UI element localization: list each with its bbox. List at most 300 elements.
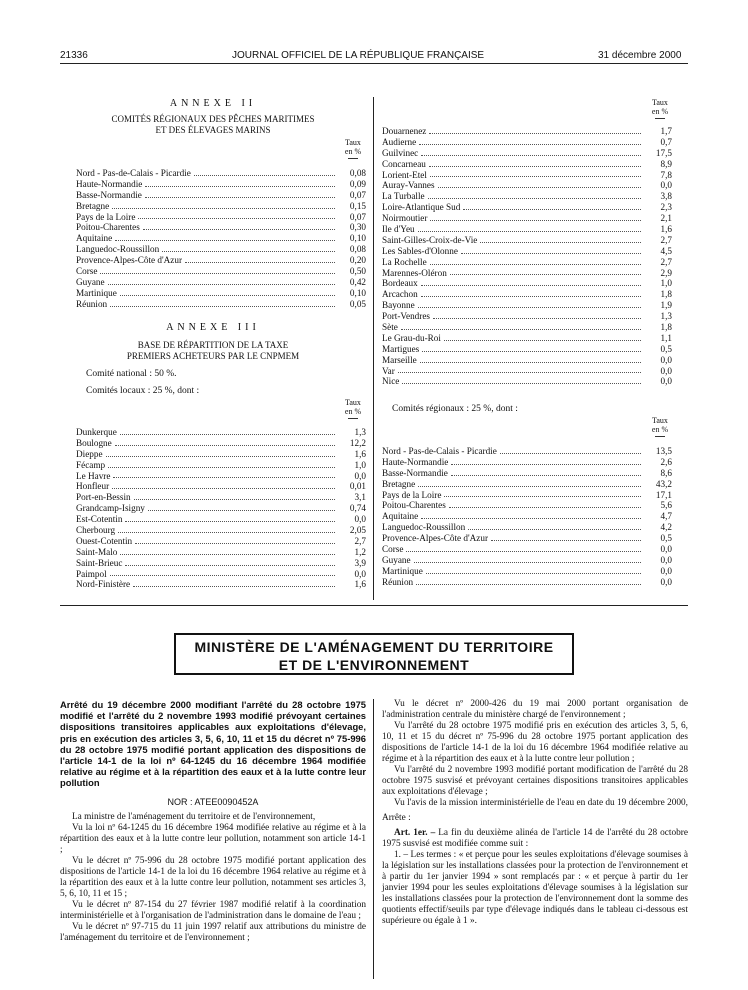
row-value: 0,10 (349, 233, 366, 244)
row-value: 0,09 (349, 178, 366, 189)
dot-leader (449, 507, 641, 508)
table-row (382, 137, 672, 148)
dot-leader (148, 510, 335, 511)
header-rule (60, 63, 688, 64)
row-label: Provence-Alpes-Côte d'Azur (76, 255, 183, 266)
table-row (382, 170, 672, 181)
row-label: Sète (382, 322, 398, 333)
page-date: 31 décembre 2000 (598, 50, 682, 61)
dot-leader (135, 543, 335, 544)
dot-leader (110, 575, 335, 576)
row-label: Haute-Normandie (382, 456, 449, 467)
table-row (76, 569, 366, 580)
row-label: Guilvinec (382, 147, 419, 158)
dot-leader (125, 565, 335, 566)
row-value: 2,7 (354, 535, 366, 546)
row-value: 7,8 (660, 169, 672, 180)
row-label: Le Grau-du-Roi (382, 332, 441, 343)
dot-leader (143, 229, 335, 230)
dot-leader (418, 307, 641, 308)
dot-leader (421, 296, 641, 297)
dot-leader (406, 551, 641, 552)
dot-leader (429, 166, 641, 167)
taux-label-line2: en % (651, 425, 669, 434)
row-value: 4,7 (660, 511, 672, 522)
taux-label-line2: en % (344, 147, 362, 156)
row-label: Cherbourg (76, 525, 116, 535)
table-row (76, 460, 366, 471)
regionaux-table (382, 446, 672, 588)
dot-leader (421, 518, 641, 519)
arrete-right-column (382, 699, 688, 927)
table-row (76, 266, 366, 277)
row-label: Honfleur (76, 481, 110, 492)
row-value: 13,5 (655, 445, 672, 456)
locaux-table-left (76, 427, 366, 590)
table-row (382, 376, 672, 387)
dot-leader (421, 285, 641, 286)
row-value: 0,50 (349, 266, 366, 276)
dot-leader (100, 273, 335, 274)
annex2-table (76, 168, 366, 310)
annex3-taux-header-right (645, 98, 675, 119)
row-label: Loire-Atlantique Sud (382, 202, 461, 213)
table-row (382, 344, 672, 355)
row-value: 1,2 (354, 546, 366, 557)
dot-leader (461, 253, 641, 254)
taux-label-line1: Taux (345, 398, 361, 407)
article-1-item-1: 1. – Les termes : « et perçue pour les seules exploitations d'élevage soumises à la législation sur les installations classées pour la protection de l'environnement et à partir du 1er janvier 1994 » sont remplacés par : « et perçue à partir du 1er janvier 1994 pour les seules exploitations d'élevage soumises à la législation sur les installations classées pour la protection de l'environnement dont la somme des quotients effectif/seuils par type d'élevage indiqués dans le tableau ci-dessous est supérieure ou égale à 1 ». (382, 850, 688, 926)
dot-leader (419, 144, 641, 145)
row-value: 0,0 (354, 568, 366, 579)
row-label: Ile d'Yeu (382, 224, 415, 234)
table-row (76, 471, 366, 482)
table-row (382, 300, 672, 311)
row-value: 1,3 (354, 426, 366, 437)
journal-title: JOURNAL OFFICIEL DE LA RÉPUBLIQUE FRANÇAISE (232, 50, 485, 61)
table-row (76, 212, 366, 223)
table-row (382, 355, 672, 366)
table-row (382, 479, 672, 490)
row-value: 3,8 (660, 191, 672, 202)
row-label: Pays de la Loire (76, 211, 136, 222)
row-value: 0,05 (349, 298, 366, 309)
dot-leader (480, 242, 641, 243)
table-row (76, 547, 366, 558)
row-value: 0,0 (660, 365, 672, 376)
row-value: 5,6 (660, 500, 672, 511)
dot-leader (162, 251, 335, 252)
taux-dash (348, 158, 358, 159)
row-value: 1,6 (354, 579, 366, 590)
row-value: 0,07 (349, 211, 366, 222)
dot-leader (118, 532, 335, 533)
row-label: Douarnenez (382, 125, 427, 136)
table-row (382, 311, 672, 322)
dot-leader (145, 186, 335, 187)
table-row (76, 438, 366, 449)
row-label: Ouest-Cotentin (76, 535, 133, 546)
row-value: 0,0 (660, 180, 672, 191)
dot-leader (468, 529, 641, 530)
row-value: 1,8 (660, 289, 672, 300)
annex3-title: ANNEXE III (166, 322, 260, 333)
row-value: 0,20 (349, 255, 366, 266)
dot-leader (428, 198, 641, 199)
dot-leader (422, 351, 641, 352)
row-label: Bretagne (382, 478, 416, 489)
row-value: 0,30 (349, 222, 366, 233)
dot-leader (401, 329, 641, 330)
visa-paragraph: Vu l'arrêté du 2 novembre 1993 modifié portant modification de l'arrêté du 28 octobre 1975 susvisé et prévoyant certaines dispositions transitoires applicables aux exploitations d'élevage ; (382, 765, 688, 797)
dot-leader (418, 486, 641, 487)
row-label: Fécamp (76, 459, 106, 470)
comites-regionaux: Comités régionaux : 25 %, dont : (392, 404, 518, 414)
row-label: Marseille (382, 354, 417, 365)
table-row (382, 148, 672, 159)
row-value: 4,5 (660, 245, 672, 256)
page-number: 21336 (60, 50, 88, 61)
dot-leader (120, 554, 335, 555)
row-label: Noirmoutier (382, 213, 428, 224)
dot-leader (134, 499, 335, 500)
row-label: Corse (382, 544, 404, 554)
comite-national: Comité national : 50 %. (86, 369, 177, 379)
row-label: Est-Cotentin (76, 514, 123, 525)
dot-leader (426, 573, 641, 574)
visa-paragraph: Vu le décret nº 2000-426 du 19 mai 2000 portant organisation de l'administration centrale du ministère chargé de l'environnement ; (382, 699, 688, 720)
row-label: La Rochelle (382, 256, 427, 267)
row-label: Basse-Normandie (382, 467, 448, 478)
row-value: 0,42 (349, 276, 366, 287)
dot-leader (106, 456, 335, 457)
table-row (382, 278, 672, 289)
dot-leader (138, 218, 335, 219)
table-row (382, 257, 672, 268)
ministry-banner-line1: MINISTÈRE DE L'AMÉNAGEMENT DU TERRITOIRE (194, 639, 554, 655)
row-value: 0,0 (660, 576, 672, 587)
dot-leader (430, 220, 641, 221)
row-label: Dunkerque (76, 426, 117, 437)
dot-leader (120, 295, 335, 296)
row-value: 12,2 (349, 437, 366, 448)
dot-leader (430, 264, 641, 265)
row-label: Les Sables-d'Olonne (382, 245, 458, 256)
regionaux-taux-header (645, 416, 675, 437)
dot-leader (402, 383, 641, 384)
row-label: Grandcamp-Isigny (76, 503, 145, 514)
row-value: 0,7 (660, 136, 672, 147)
dot-leader (463, 209, 641, 210)
dot-leader (491, 540, 641, 541)
row-value: 1,9 (660, 300, 672, 311)
table-row (76, 179, 366, 190)
row-value: 1,8 (660, 322, 672, 333)
dot-leader (115, 240, 335, 241)
dot-leader (112, 208, 335, 209)
locaux-table-right (382, 126, 672, 387)
article-1-label: Art. 1er. – (394, 828, 436, 838)
row-value: 1,0 (660, 278, 672, 289)
row-label: Guyane (382, 554, 411, 565)
taux-dash (655, 118, 665, 119)
arrete-label: Arrête : (382, 813, 411, 823)
table-row (76, 277, 366, 288)
row-label: Poitou-Charentes (382, 500, 446, 511)
table-row (382, 468, 672, 479)
table-row (382, 522, 672, 533)
annex3-subtitle-line1: BASE DE RÉPARTITION DE LA TAXE (137, 340, 289, 350)
row-label: Paimpol (76, 568, 107, 579)
row-label: Aquitaine (382, 511, 419, 522)
row-value: 1,0 (354, 459, 366, 470)
table-row (382, 446, 672, 457)
table-row (76, 427, 366, 438)
dot-leader (421, 155, 641, 156)
table-row (76, 481, 366, 492)
table-row (382, 213, 672, 224)
row-value: 1,6 (660, 224, 672, 234)
visa-paragraph: Vu l'avis de la mission interministérielle de l'eau en date du 19 décembre 2000, (394, 798, 689, 808)
row-label: Martigues (382, 343, 420, 354)
row-label: Corse (76, 266, 98, 276)
table-row (76, 201, 366, 212)
row-value: 0,07 (349, 189, 366, 200)
table-row (382, 159, 672, 170)
table-row (76, 299, 366, 310)
row-label: Languedoc-Roussillon (382, 522, 466, 533)
dot-leader (110, 306, 335, 307)
row-value: 1,1 (660, 332, 672, 343)
row-value: 2,9 (660, 267, 672, 278)
annex3-subtitle-line2: PREMIERS ACHETEURS PAR LE CNPMEM (126, 351, 300, 361)
visa-paragraph: Vu le décret nº 87-154 du 27 février 1987 modifié relatif à la coordination interministérielle et à l'organisation de l'administration dans le domaine de l'eau ; (60, 900, 366, 921)
row-value: 17,5 (655, 147, 672, 158)
section-rule (60, 605, 688, 606)
table-row (382, 555, 672, 566)
row-label: Provence-Alpes-Côte d'Azur (382, 533, 489, 544)
row-label: Marennes-Oléron (382, 267, 447, 278)
dot-leader (420, 362, 641, 363)
row-label: Languedoc-Roussillon (76, 244, 160, 255)
row-value: 2,7 (660, 256, 672, 267)
row-label: Boulogne (76, 437, 112, 448)
dot-leader (433, 318, 641, 319)
row-value: 8,9 (660, 158, 672, 169)
dot-leader (194, 175, 335, 176)
row-label: Guyane (76, 276, 105, 287)
dot-leader (112, 488, 335, 489)
row-value: 1,6 (354, 448, 366, 459)
row-label: Nice (382, 376, 400, 387)
row-value: 43,2 (655, 478, 672, 489)
row-label: Réunion (382, 576, 414, 587)
nor-reference: NOR : ATEE0090452A (167, 797, 259, 807)
row-label: Lorient-Etel (382, 169, 427, 180)
table-row (382, 191, 672, 202)
row-label: Bordeaux (382, 278, 418, 289)
row-label: Port-en-Bessin (76, 492, 131, 503)
row-label: Saint-Gilles-Croix-de-Vie (382, 234, 478, 245)
taux-dash (348, 418, 358, 419)
row-value: 8,6 (660, 467, 672, 478)
row-value: 0,10 (349, 287, 366, 298)
row-label: Audierne (382, 136, 417, 147)
table-row (76, 255, 366, 266)
row-label: Nord - Pas-de-Calais - Picardie (382, 445, 497, 456)
table-row (76, 233, 366, 244)
table-row (382, 333, 672, 344)
row-label: Nord - Pas-de-Calais - Picardie (76, 167, 191, 178)
row-label: Var (382, 365, 395, 376)
table-row (382, 490, 672, 501)
row-label: Poitou-Charentes (76, 222, 140, 233)
dot-leader (113, 477, 335, 478)
article-1-text: La fin du deuxième alinéa de l'article 14 de l'arrêté du 28 octobre 1975 susvisé est modifiée comme suit : (382, 828, 688, 849)
taux-label-line2: en % (344, 407, 362, 416)
table-row (382, 322, 672, 333)
table-row (382, 511, 672, 522)
row-label: Aquitaine (76, 233, 113, 244)
dot-leader (444, 496, 641, 497)
table-row (76, 288, 366, 299)
table-row (76, 222, 366, 233)
table-row (382, 268, 672, 279)
visa-paragraph: La ministre de l'aménagement du territoire et de l'environnement, (72, 812, 316, 822)
visa-paragraph: Vu le décret nº 97-715 du 11 juin 1997 relatif aux attributions du ministre de l'aménagement du territoire et de l'environnement ; (60, 922, 366, 943)
row-label: Martinique (76, 287, 117, 298)
visa-paragraph: Vu le décret nº 75-996 du 28 octobre 1975 modifié portant application des dispositions de l'article 14-1 de la loi du 16 décembre 1964 relative au régime et à la répartition des eaux et à la lutte contre leur pollution, notamment ses articles 3, 5, 6, 10, 11 et 15 ; (60, 856, 366, 899)
annex3-taux-header-left (338, 398, 368, 419)
taux-label-line1: Taux (652, 98, 668, 107)
dot-leader (438, 187, 641, 188)
table-row (382, 533, 672, 544)
dot-leader (120, 434, 335, 435)
dot-leader (414, 562, 641, 563)
dot-leader (450, 274, 641, 275)
row-value: 0,15 (349, 200, 366, 211)
row-label: Dieppe (76, 448, 103, 459)
table-row (76, 503, 366, 514)
row-value: 2,1 (660, 213, 672, 224)
dot-leader (108, 284, 335, 285)
row-value: 0,74 (349, 503, 366, 514)
visa-paragraph: Vu l'arrêté du 28 octobre 1975 modifié pris en exécution des articles 3, 5, 6, 10, 11 et 15 du décret nº 75-996 du 28 octobre 1975 portant application des dispositions de l'article 14-1 de la loi du 16 décembre 1964 modifiée relative au régime et à la répartition des eaux et à la lutte contre leur pollution ; (382, 721, 688, 764)
taux-label-line1: Taux (345, 138, 361, 147)
dot-leader (451, 464, 641, 465)
row-value: 2,6 (660, 456, 672, 467)
annex2-subtitle-line1: COMITÉS RÉGIONAUX DES PÊCHES MARITIMES (111, 114, 315, 124)
dot-leader (500, 453, 641, 454)
row-label: Arcachon (382, 289, 418, 300)
table-row (382, 202, 672, 213)
row-label: Basse-Normandie (76, 189, 142, 200)
annex3-subtitle (60, 340, 366, 362)
row-label: Le Havre (76, 470, 111, 481)
row-value: 3,9 (354, 557, 366, 568)
annex2-subtitle (60, 114, 366, 136)
row-label: Bretagne (76, 200, 110, 211)
table-row (76, 244, 366, 255)
dot-leader (451, 475, 641, 476)
row-value: 0,0 (660, 376, 672, 387)
table-row (76, 449, 366, 460)
row-value: 0,08 (349, 244, 366, 255)
dot-leader (429, 133, 641, 134)
table-row (76, 514, 366, 525)
annex2-title: ANNEXE II (169, 98, 257, 109)
comites-locaux: Comités locaux : 25 %, dont : (86, 386, 200, 396)
row-value: 1,3 (660, 311, 672, 322)
row-value: 0,0 (660, 544, 672, 554)
table-row (382, 577, 672, 588)
table-row (76, 190, 366, 201)
dot-leader (145, 197, 335, 198)
column-divider (373, 97, 374, 600)
table-row (382, 126, 672, 137)
row-label: Haute-Normandie (76, 178, 143, 189)
row-label: Pays de la Loire (382, 489, 442, 500)
table-row (76, 168, 366, 179)
dot-leader (444, 340, 641, 341)
dot-leader (133, 586, 335, 587)
row-value: 0,5 (660, 343, 672, 354)
table-row (382, 566, 672, 577)
dot-leader (115, 445, 335, 446)
ministry-banner (174, 633, 574, 675)
row-label: Port-Vendres (382, 311, 430, 322)
row-value: 4,2 (660, 522, 672, 533)
row-value: 0,08 (349, 167, 366, 178)
arrete-left-column (60, 812, 366, 944)
dot-leader (418, 231, 641, 232)
table-row (382, 180, 672, 191)
row-label: Réunion (76, 298, 108, 309)
table-row (382, 246, 672, 257)
table-row (76, 525, 366, 536)
row-value: 0,0 (354, 470, 366, 481)
row-label: Nord-Finistère (76, 579, 131, 590)
row-value: 0,0 (660, 565, 672, 576)
article-1 (382, 828, 688, 850)
dot-leader (125, 521, 335, 522)
dot-leader (416, 584, 641, 585)
table-row (382, 224, 672, 235)
table-row (382, 289, 672, 300)
row-value: 2,05 (349, 525, 366, 535)
row-value: 17,1 (655, 489, 672, 500)
row-value: 3,1 (354, 492, 366, 503)
row-label: Saint-Malo (76, 546, 118, 557)
table-row (382, 500, 672, 511)
row-value: 2,7 (660, 234, 672, 245)
row-label: La Turballe (382, 191, 425, 202)
table-row (76, 558, 366, 569)
row-label: Saint-Brieuc (76, 557, 123, 568)
row-label: Bayonne (382, 300, 415, 311)
table-row (76, 536, 366, 547)
visa-paragraph: Vu la loi nº 64-1245 du 16 décembre 1964 modifiée relative au régime et à la répartition des eaux et à la lutte contre leur pollution, notamment son article 14-1 ; (60, 823, 366, 855)
taux-label-line2: en % (651, 107, 669, 116)
row-value: 0,5 (660, 533, 672, 544)
row-value: 1,7 (660, 125, 672, 136)
row-value: 2,3 (660, 202, 672, 213)
table-row (382, 366, 672, 377)
taux-label-line1: Taux (652, 416, 668, 425)
table-row (382, 235, 672, 246)
row-label: Concarneau (382, 158, 426, 169)
table-row (382, 457, 672, 468)
